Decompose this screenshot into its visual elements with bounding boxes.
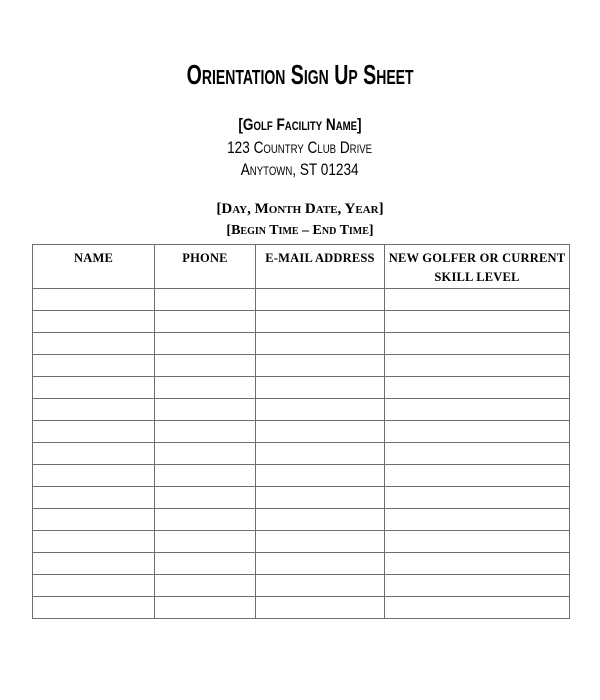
- empty-cell: [385, 487, 570, 509]
- empty-cell: [256, 553, 385, 575]
- empty-cell: [155, 311, 256, 333]
- signup-table: [32, 244, 570, 619]
- signup-table-body: [33, 289, 570, 619]
- table-row: [33, 553, 570, 575]
- empty-cell: [33, 333, 155, 355]
- event-time-placeholder: [Begin Time – End Time]: [226, 223, 374, 238]
- empty-cell: [385, 421, 570, 443]
- empty-cell: [385, 377, 570, 399]
- facility-address: [0, 137, 600, 160]
- empty-cell: [256, 333, 385, 355]
- page-title: [0, 60, 600, 90]
- empty-cell: [256, 531, 385, 553]
- table-row: [33, 443, 570, 465]
- empty-cell: [33, 289, 155, 311]
- empty-cell: [155, 289, 256, 311]
- empty-cell: [256, 597, 385, 619]
- empty-cell: [33, 377, 155, 399]
- facility-name: [0, 114, 600, 137]
- empty-cell: [155, 575, 256, 597]
- facility-address-text: 123 Country Club Drive: [227, 137, 373, 157]
- table-row: [33, 311, 570, 333]
- empty-cell: [155, 421, 256, 443]
- table-row: [33, 377, 570, 399]
- empty-cell: [155, 553, 256, 575]
- empty-cell: [385, 531, 570, 553]
- event-date-placeholder: [Day, Month Date, Year]: [216, 201, 384, 217]
- empty-cell: [385, 289, 570, 311]
- column-header-email: E-MAIL ADDRESS: [256, 245, 385, 289]
- empty-cell: [385, 553, 570, 575]
- table-row: [33, 333, 570, 355]
- empty-cell: [155, 509, 256, 531]
- table-row: [33, 487, 570, 509]
- empty-cell: [256, 421, 385, 443]
- empty-cell: [155, 355, 256, 377]
- empty-cell: [155, 597, 256, 619]
- page-title-text: Orientation Sign Up Sheet: [186, 59, 414, 90]
- empty-cell: [33, 487, 155, 509]
- empty-cell: [385, 465, 570, 487]
- table-row: [33, 575, 570, 597]
- empty-cell: [155, 399, 256, 421]
- empty-cell: [256, 575, 385, 597]
- empty-cell: [155, 487, 256, 509]
- empty-cell: [33, 553, 155, 575]
- empty-cell: [33, 355, 155, 377]
- empty-cell: [33, 443, 155, 465]
- table-row: [33, 421, 570, 443]
- empty-cell: [256, 355, 385, 377]
- empty-cell: [385, 355, 570, 377]
- empty-cell: [155, 377, 256, 399]
- empty-cell: [33, 597, 155, 619]
- empty-cell: [33, 575, 155, 597]
- empty-cell: [33, 465, 155, 487]
- table-row: [33, 465, 570, 487]
- empty-cell: [155, 465, 256, 487]
- table-row: [33, 289, 570, 311]
- facility-city-state-zip: [0, 159, 600, 182]
- table-row: [33, 509, 570, 531]
- empty-cell: [385, 399, 570, 421]
- empty-cell: [33, 509, 155, 531]
- empty-cell: [155, 333, 256, 355]
- empty-cell: [155, 531, 256, 553]
- table-row: [33, 531, 570, 553]
- empty-cell: [33, 421, 155, 443]
- empty-cell: [256, 465, 385, 487]
- column-header-skill-level: NEW GOLFER OR CURRENT SKILL LEVEL: [385, 245, 570, 289]
- empty-cell: [33, 311, 155, 333]
- empty-cell: [256, 443, 385, 465]
- empty-cell: [385, 597, 570, 619]
- empty-cell: [256, 311, 385, 333]
- empty-cell: [385, 311, 570, 333]
- empty-cell: [33, 399, 155, 421]
- empty-cell: [256, 399, 385, 421]
- empty-cell: [385, 443, 570, 465]
- empty-cell: [256, 289, 385, 311]
- header-row: [33, 245, 570, 289]
- empty-cell: [385, 509, 570, 531]
- empty-cell: [155, 443, 256, 465]
- empty-cell: [256, 509, 385, 531]
- facility-name-text: [Golf Facility Name]: [238, 115, 362, 134]
- empty-cell: [385, 333, 570, 355]
- empty-cell: [33, 531, 155, 553]
- table-row: [33, 355, 570, 377]
- facility-block: [0, 114, 600, 182]
- table-row: [33, 597, 570, 619]
- column-header-phone: PHONE: [155, 245, 256, 289]
- table-row: [33, 399, 570, 421]
- facility-city-state-zip-text: Anytown, ST 01234: [241, 160, 359, 179]
- empty-cell: [256, 377, 385, 399]
- empty-cell: [256, 487, 385, 509]
- column-header-name: NAME: [33, 245, 155, 289]
- empty-cell: [385, 575, 570, 597]
- event-block: [0, 199, 600, 241]
